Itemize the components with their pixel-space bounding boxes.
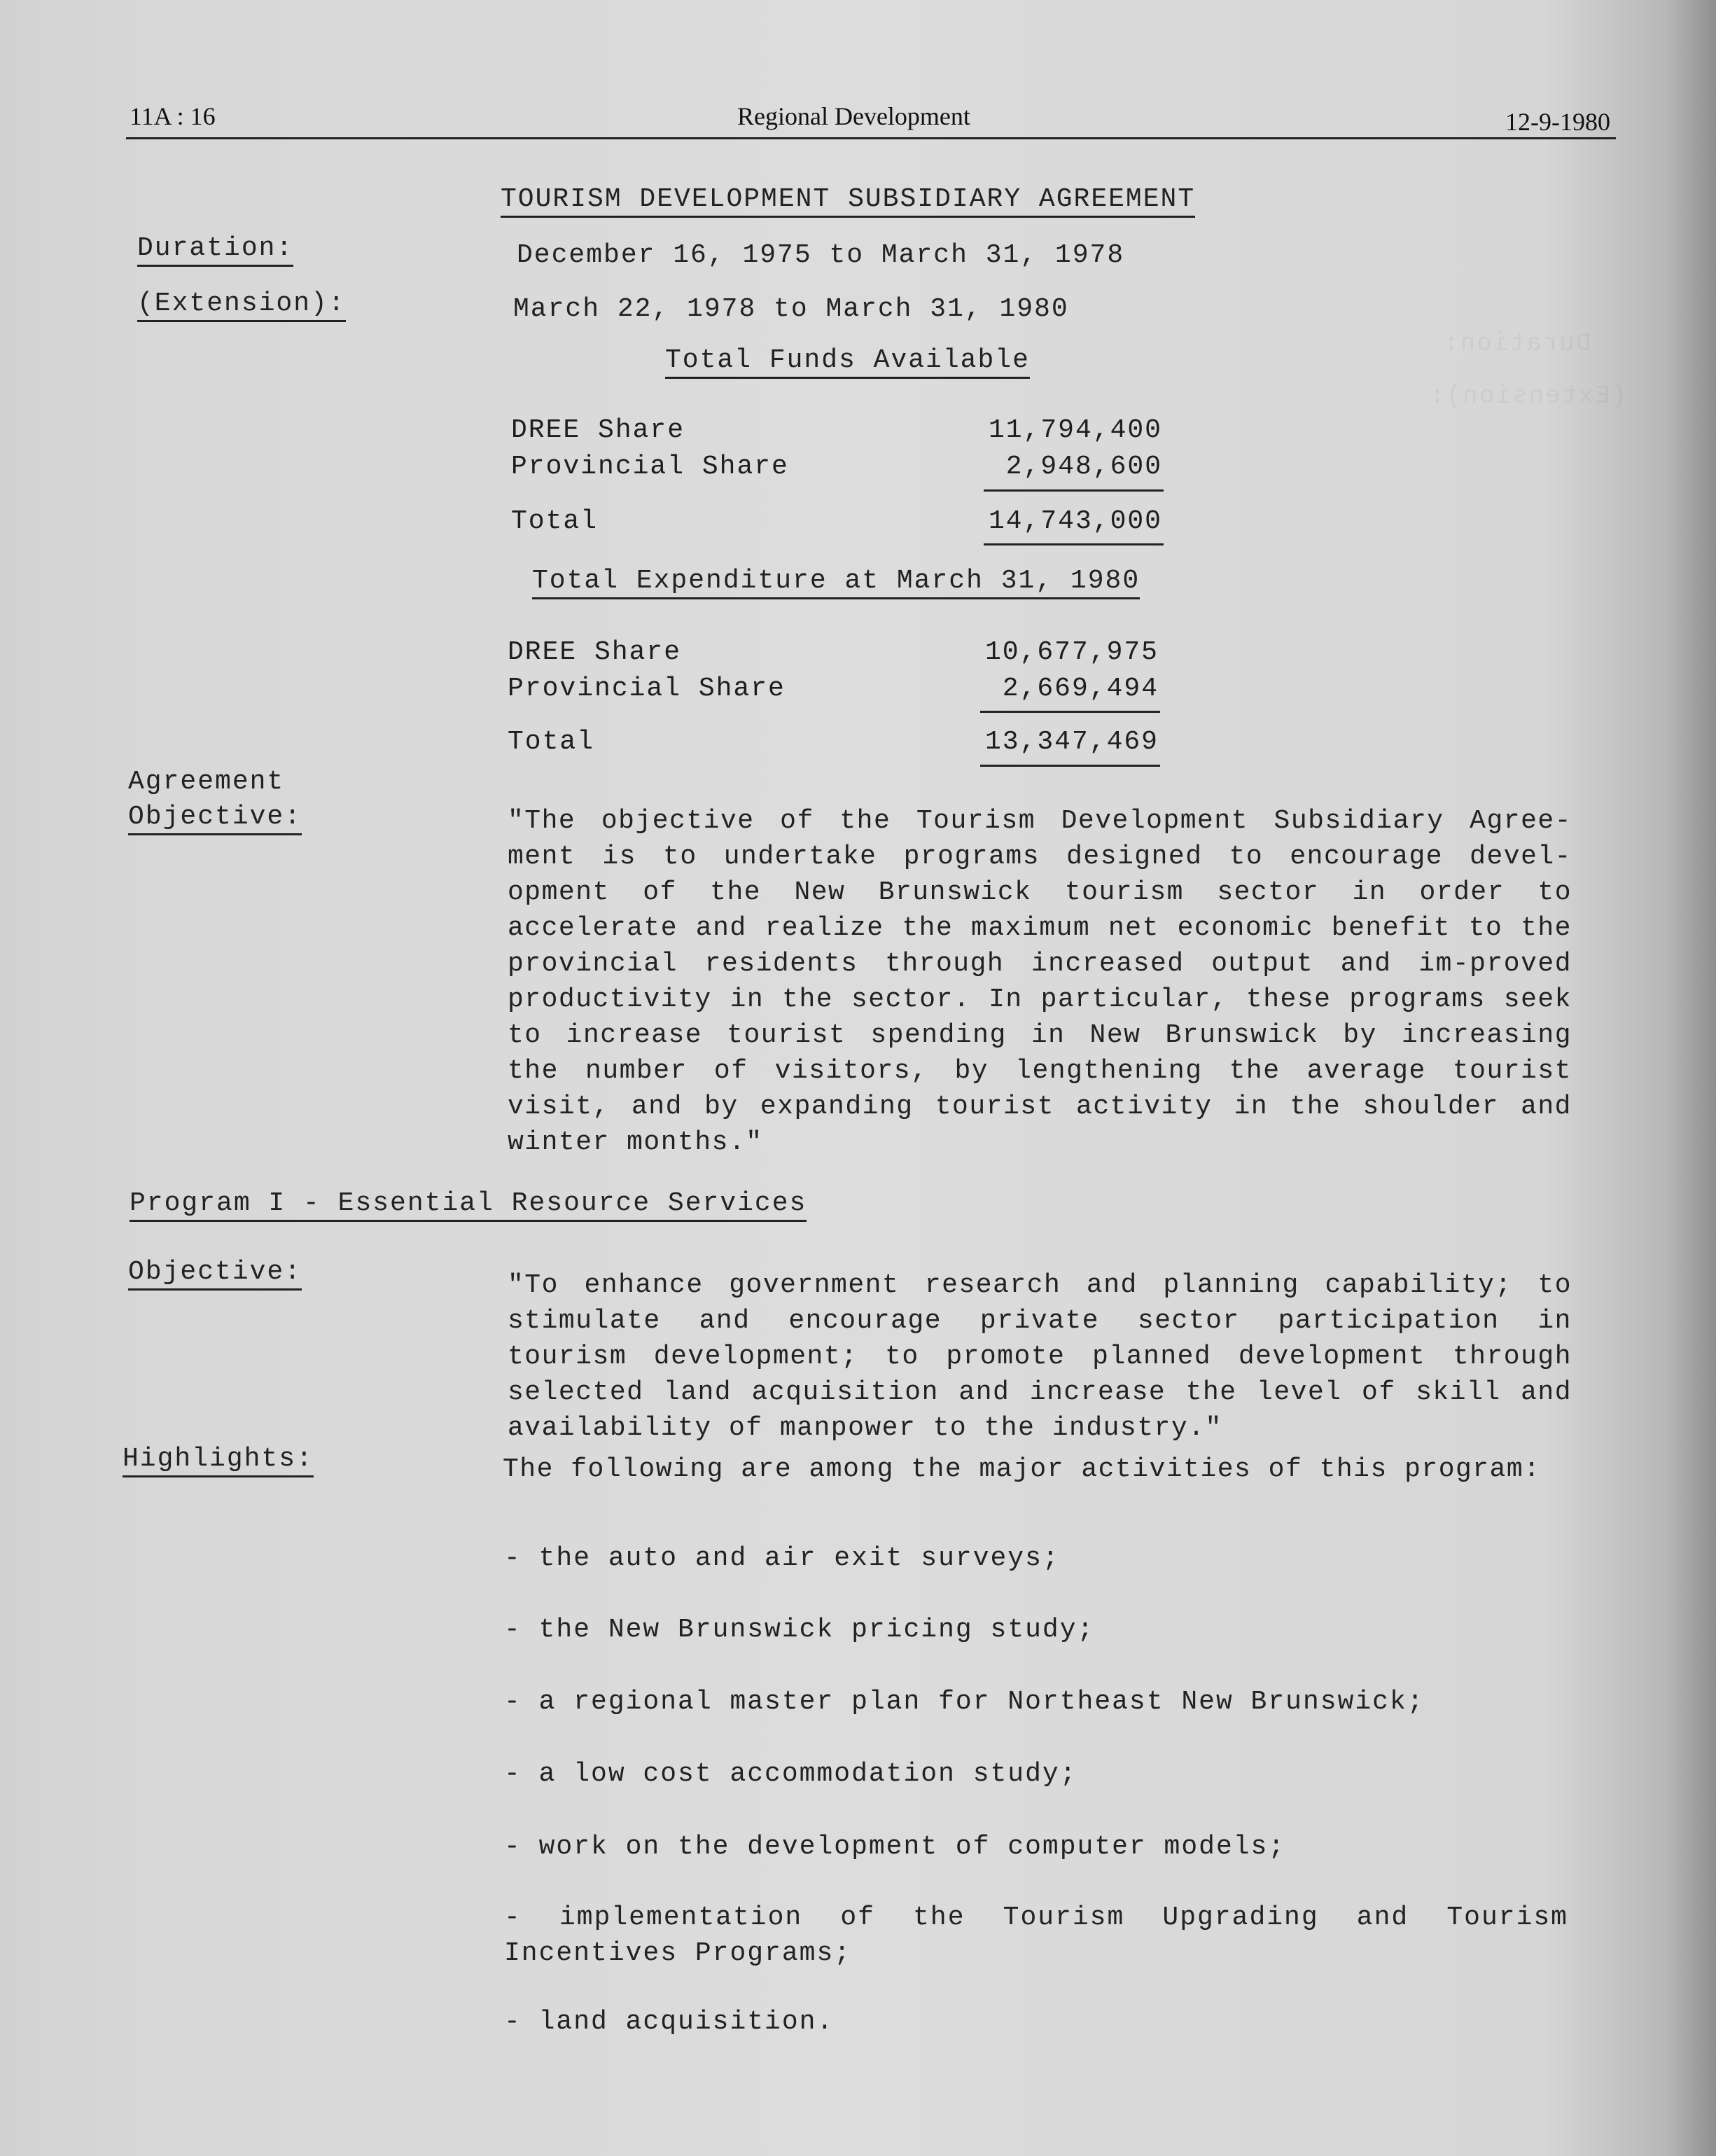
funds-row-label: Provincial Share [511, 452, 789, 482]
funds-total-rule [984, 543, 1164, 545]
expenditure-row-label: Provincial Share [508, 674, 786, 704]
highlight-item: - a regional master plan for Northeast New Brunswick; [504, 1687, 1425, 1717]
program-title: Program I - Essential Resource Services [130, 1188, 807, 1222]
duration-label: Duration: [137, 233, 293, 267]
highlight-item: - the New Brunswick pricing study; [504, 1615, 1095, 1645]
funds-row-value: 2,948,600 [1005, 452, 1162, 482]
agreement-title: TOURISM DEVELOPMENT SUBSIDIARY AGREEMENT [501, 184, 1195, 218]
highlight-item: - land acquisition. [504, 2007, 835, 2037]
expenditure-row-label: DREE Share [508, 637, 682, 667]
highlight-item: - the auto and air exit surveys; [504, 1543, 1060, 1573]
agreement-objective-text: "The objective of the Tourism Development Subsidiary Agree-ment is to undertake programs designed to encourage devel-opment of the New Brunswick tourism sector in order to accelerate and realize the maximum net economic benefit to the provincial residents through increased output and im-proved productivity in the sector. In particular, these programs seek to increase tourist spending in New Brunswick by increasing the number of visitors, by lengthening the average tourist visit, and by expanding tourist activity in the shoulder and winter months." [508, 806, 1572, 1157]
expenditure-subtotal-rule [980, 711, 1160, 713]
expenditure-total-label: Total [508, 727, 595, 757]
program-objective-text: "To enhance government research and planning capability; to stimulate and encourage private sector participation in tourism development; to promote planned development through selected land acquisition and increase the level of skill and availability of manpower to the industry." [508, 1270, 1572, 1443]
expenditure-total-value: 13,347,469 [984, 727, 1159, 757]
expenditure-title: Total Expenditure at March 31, 1980 [532, 566, 1140, 599]
agreement-objective-label-line2: Objective: [128, 802, 302, 835]
funds-subtotal-rule [984, 489, 1164, 492]
funds-total-label: Total [511, 506, 599, 536]
bleed-through-texture [1428, 382, 1626, 410]
expenditure-row-value: 2,669,494 [1002, 674, 1159, 704]
highlight-item: - a low cost accommodation study; [504, 1759, 1077, 1789]
expenditure-row-provincial [508, 674, 1159, 709]
funds-title: Total Funds Available [665, 345, 1030, 379]
expenditure-row-total [508, 727, 1159, 762]
funds-row-provincial [511, 452, 1162, 487]
funds-row-total [511, 506, 1162, 541]
highlight-item: - work on the development of computer models; [504, 1832, 1286, 1862]
expenditure-row-dree [508, 637, 1159, 672]
highlights-label: Highlights: [123, 1444, 314, 1477]
bleed-through-texture [1442, 329, 1591, 358]
highlights-intro: The following are among the major activities of this program: [503, 1454, 1541, 1484]
extension-label: (Extension): [137, 288, 346, 322]
expenditure-row-value: 10,677,975 [984, 637, 1159, 667]
page-number: 11A : 16 [130, 102, 216, 130]
duration-value: December 16, 1975 to March 31, 1978 [517, 240, 1125, 270]
section-title: Regional Development [737, 102, 970, 130]
funds-row-value: 11,794,400 [988, 415, 1162, 445]
funds-row-label: DREE Share [511, 415, 685, 445]
funds-total-value: 14,743,000 [988, 506, 1162, 536]
header-date: 12-9-1980 [1505, 108, 1610, 136]
program-objective-label: Objective: [128, 1257, 302, 1291]
header-rule [126, 137, 1616, 139]
funds-row-dree [511, 415, 1162, 450]
extension-value: March 22, 1978 to March 31, 1980 [513, 294, 1069, 324]
agreement-objective-label-line1: Agreement [128, 767, 285, 797]
expenditure-total-rule [980, 765, 1160, 767]
highlight-item: - implementation of the Tourism Upgrading and Tourism Incentives Programs; [504, 1903, 1568, 1968]
